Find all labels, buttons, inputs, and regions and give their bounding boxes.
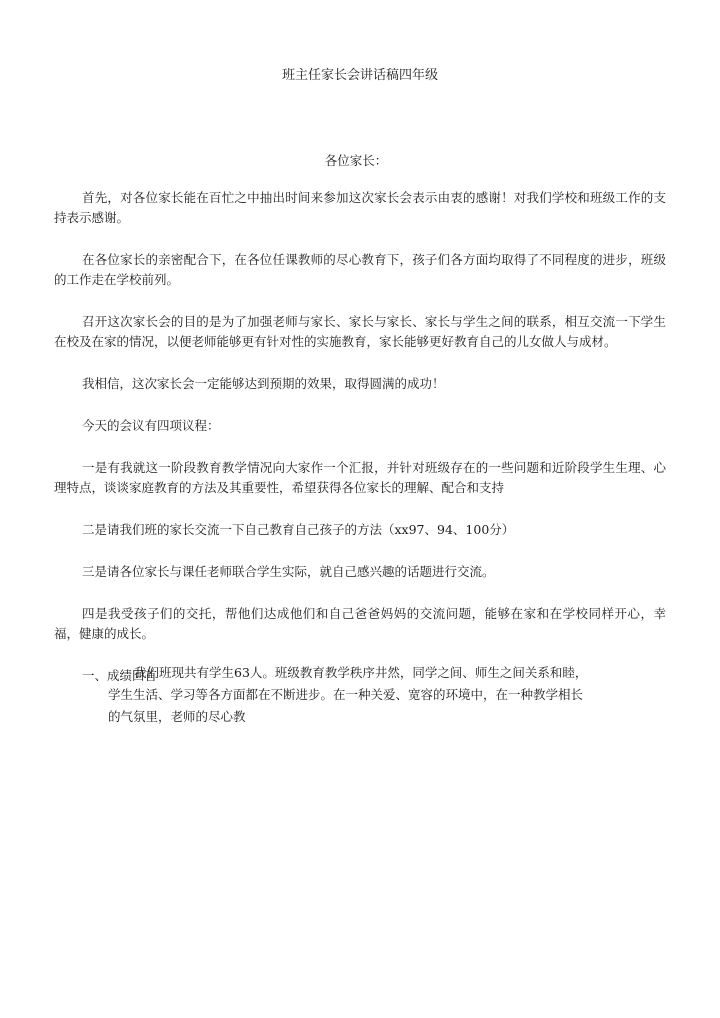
paragraph-agenda-intro: 今天的会议有四项议程： [82,418,220,433]
document-title: 班主任家长会讲话稿四年级 [281,68,438,83]
paragraph-confidence: 我相信，这次家长会一定能够达到预期的效果，取得圆满的成功！ [82,376,445,391]
paragraph-agenda-2: 二是请我们班的家长交流一下自己教育自己孩子的方法（xx97、94、100分） [82,522,515,537]
paragraph-agenda-3: 三是请各位家长与课任老师联合学生实际，就自己感兴趣的话题进行交流。 [82,564,495,579]
paragraph-progress: 在各位家长的亲密配合下，在各位任课教师的尽心教育下，孩子们各方面均取得了不同程度的进步，班级的工作走在学校前列。 [54,252,666,287]
paragraph-agenda-4: 四是我受孩子们的交托，帮他们达成他们和自己爸爸妈妈的交流问题，能够在家和在学校同样开心，幸福，健康的成长。 [54,606,666,641]
section-text: 我们班现共有学生63人。班级教育教学秩序井然，同学之间、师生之间关系和睦，学生生活、学习等各方面都在不断进步。在一种关爱、宽容的环境中，在一种教学相长的气氛里，老师的尽心教 [108,665,588,724]
paragraph-purpose: 召开这次家长会的目的是为了加强老师与家长、家长与家长、家长与学生之间的联系，相互交流一下学生在校及在家的情况，以便老师能够更有针对性的实施教育，家长能够更好教育自己的儿女做人与成材。 [54,314,666,349]
paragraph-thanks: 首先，对各位家长能在百忙之中抽出时间来参加这次家长会表示由衷的感谢！对我们学校和班级工作的支持表示感谢。 [54,190,666,225]
salutation: 各位家长： [324,153,388,168]
section-body [108,662,588,728]
paragraph-agenda-1: 一是有我就这一阶段教育教学情况向大家作一个汇报，并针对班级存在的一些问题和近阶段学生生理、心理特点，谈谈家庭教育的方法及其重要性，希望获得各位家长的理解、配合和支持 [54,460,666,495]
section-heading: 一、成绩回首 [82,668,158,683]
document-body [54,188,666,708]
